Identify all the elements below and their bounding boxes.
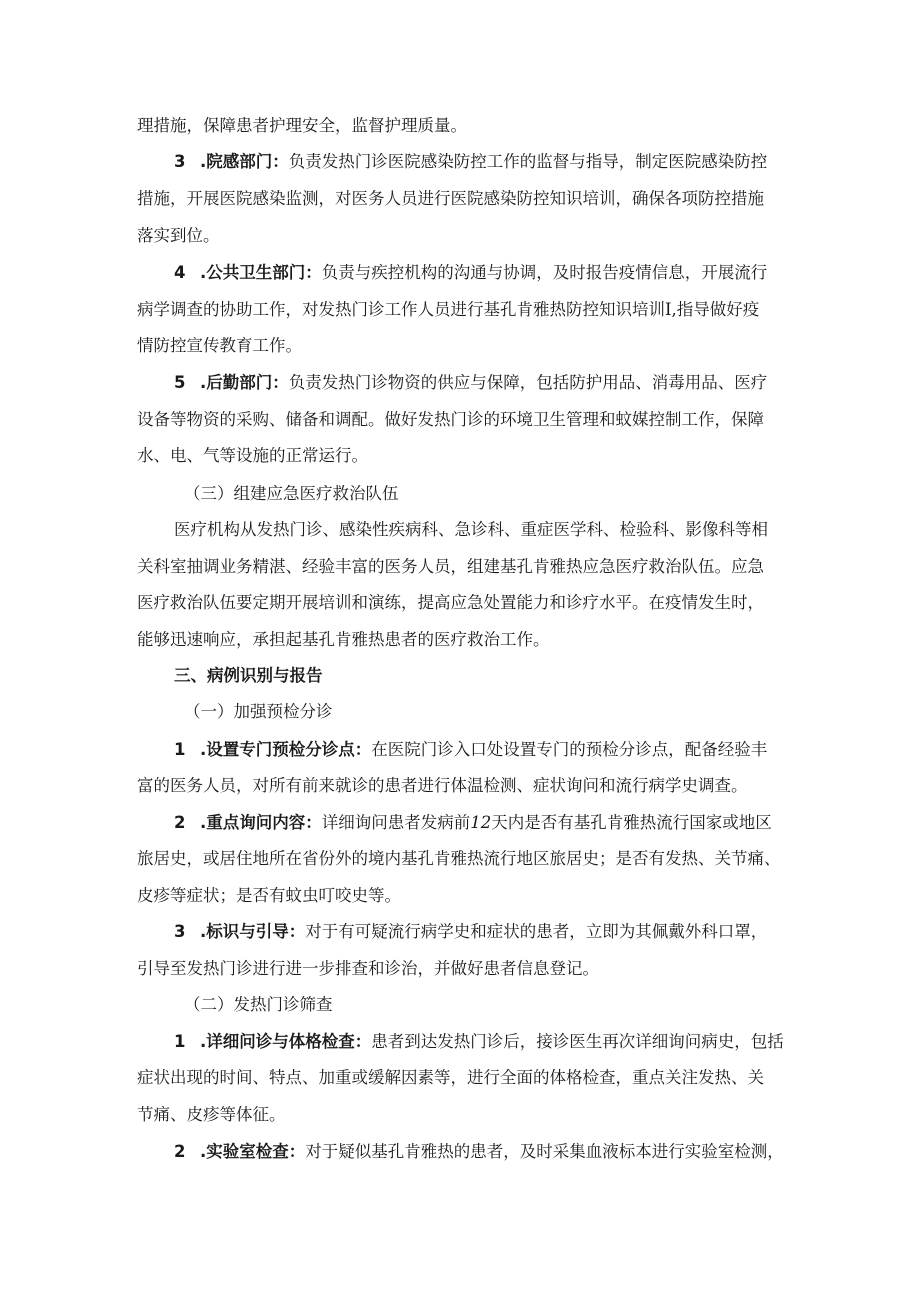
section-title: （一）加强预检分诊: [184, 702, 333, 721]
paragraph-text: 对于疑似基孔肯雅热的患者，及时采集血液标本进行实验室检测，: [305, 1142, 784, 1161]
list-item-key-questions: [0, 813, 920, 833]
list-item-identification-guidance: [0, 922, 920, 942]
list-item-logistics-dept: [0, 373, 920, 393]
list-item-infection-dept: [0, 152, 920, 172]
paragraph-text: 详细询问患者发病前: [321, 813, 471, 832]
list-number: 3: [174, 152, 186, 171]
paragraph-line: [0, 520, 920, 540]
list-number: 1: [174, 1032, 186, 1051]
paragraph-line: [0, 849, 920, 869]
list-number: 3: [174, 922, 186, 941]
paragraph-line: [0, 776, 920, 796]
paragraph-line: [0, 226, 920, 246]
paragraph-line: [0, 336, 920, 356]
list-label: .重点询问内容：: [200, 813, 322, 832]
list-item-history-exam: [0, 1032, 920, 1052]
paragraph-text: 天内是否有基孔肯雅热流行国家或地区: [491, 813, 772, 832]
paragraph-line: [0, 1068, 920, 1088]
paragraph-line: [0, 116, 920, 136]
paragraph-text: 负责发热门诊物资的供应与保障，包括防护用品、消毒用品、医疗: [288, 373, 768, 392]
list-label: .后勤部门：: [200, 373, 289, 392]
paragraph-line: [0, 886, 920, 906]
paragraph-text: 旅居史，或居住地所在省份外的境内基孔肯雅热流行地区旅居史；是否有发热、关节痛、: [137, 849, 781, 868]
paragraph-text: 病学调查的协助工作，对发热门诊工作人员进行基孔肯雅热防控知识培训I,指导做好疫: [137, 300, 760, 319]
list-label: .详细问诊与体格检查：: [200, 1032, 372, 1051]
paragraph-line: [0, 630, 920, 650]
paragraph-text: 设备等物资的采购、储备和调配。做好发热门诊的环境卫生管理和蚊媒控制工作，保障: [137, 410, 764, 429]
chapter-heading: [0, 666, 920, 686]
section-heading: [0, 995, 920, 1015]
paragraph-line: [0, 410, 920, 430]
paragraph-line: [0, 300, 920, 320]
list-label: .公共卫生部门：: [200, 263, 322, 282]
paragraph-text: 在医院门诊入口处设置专门的预检分诊点，配备经验丰: [371, 740, 768, 759]
list-number: 1: [174, 740, 186, 759]
paragraph-line: [0, 446, 920, 466]
paragraph-text: 负责与疾控机构的沟通与协调，及时报告疫情信息，开展流行: [321, 263, 768, 282]
list-number: 2: [174, 813, 186, 832]
section-heading: [0, 484, 920, 504]
paragraph-text: 关科室抽调业务精湛、经验丰富的医务人员，组建基孔肯雅热应急医疗救治队伍。应急: [137, 557, 764, 576]
chapter-title: 三、病例识别与报告: [174, 666, 323, 685]
paragraph-line: [0, 557, 920, 577]
paragraph-line: [0, 593, 920, 613]
list-label: .院感部门：: [200, 152, 289, 171]
paragraph-line: [0, 1105, 920, 1125]
list-number: 5: [174, 373, 186, 392]
paragraph-line: [0, 189, 920, 209]
paragraph-text: 症状出现的时间、特点、加重或缓解因素等，进行全面的体格检查，重点关注发热、关: [137, 1068, 764, 1087]
list-label: .实验室检查：: [200, 1142, 306, 1161]
paragraph-text: 医疗救治队伍要定期开展培训和演练，提高应急处置能力和诊疗水平。在疫情发生时，: [137, 593, 764, 612]
section-title: （二）发热门诊筛查: [184, 995, 333, 1014]
list-label: .标识与引导：: [200, 922, 306, 941]
list-item-public-health-dept: [0, 263, 920, 283]
days-value: 12: [470, 813, 492, 832]
paragraph-text: 节痛、皮疹等体征。: [137, 1105, 286, 1124]
paragraph-text: 负责发热门诊医院感染防控工作的监督与指导，制定医院感染防控: [288, 152, 768, 171]
list-item-triage-point: [0, 740, 920, 760]
list-number: 2: [174, 1142, 186, 1161]
paragraph-text: 落实到位。: [137, 226, 220, 245]
paragraph-text: 水、电、气等设施的正常运行。: [137, 446, 368, 465]
list-number: 4: [174, 263, 186, 282]
paragraph-text: 患者到达发热门诊后，接诊医生再次详细询问病史，包括: [371, 1032, 784, 1051]
paragraph-line: [0, 959, 920, 979]
paragraph-text: 皮疹等症状；是否有蚊虫叮咬史等。: [137, 886, 401, 905]
section-heading: [0, 702, 920, 722]
section-title: （三）组建应急医疗救治队伍: [184, 484, 399, 503]
list-label: .设置专门预检分诊点：: [200, 740, 372, 759]
paragraph-text: 对于有可疑流行病学史和症状的患者，立即为其佩戴外科口罩，: [305, 922, 768, 941]
paragraph-text: 措施，开展医院感染监测，对医务人员进行医院感染防控知识培训，确保各项防控措施: [137, 189, 764, 208]
paragraph-text: 能够迅速响应，承担起基孔肯雅热患者的医疗救治工作。: [137, 630, 550, 649]
list-item-lab-test: [0, 1142, 920, 1162]
paragraph-text: 情防控宣传教育工作。: [137, 336, 302, 355]
paragraph-text: 医疗机构从发热门诊、感染性疾病科、急诊科、重症医学科、检验科、影像科等相: [174, 520, 768, 539]
paragraph-text: 理措施，保障患者护理安全，监督护理质量。: [137, 116, 467, 135]
paragraph-text: 引导至发热门诊进行进一步排查和诊治，并做好患者信息登记。: [137, 959, 599, 978]
paragraph-text: 富的医务人员，对所有前来就诊的患者进行体温检测、症状询问和流行病学史调查。: [137, 776, 748, 795]
